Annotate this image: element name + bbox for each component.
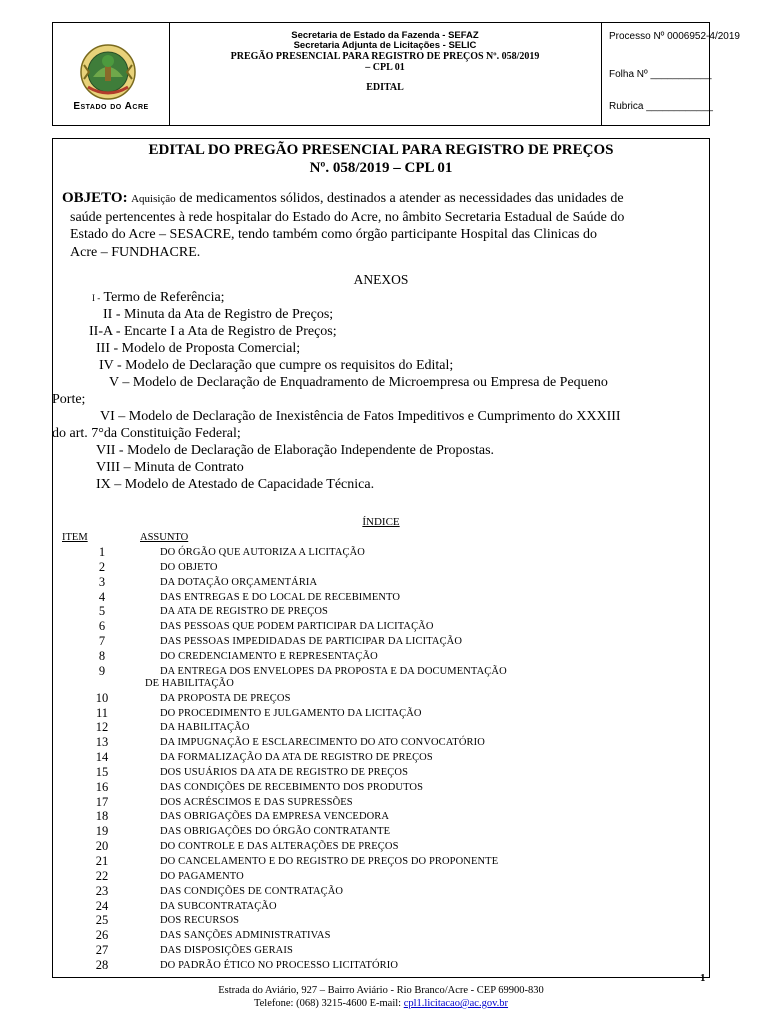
index-row-subject: DA ATA DE REGISTRO DE PREÇOS — [160, 606, 328, 618]
page-number: 1 — [700, 972, 706, 984]
edital-title-line1: EDITAL DO PREGÃO PRESENCIAL PARA REGISTRO DE PREÇOS — [148, 142, 614, 158]
index-row-number: 10 — [95, 690, 109, 705]
index-row-number: 14 — [95, 750, 109, 765]
anexo-i: I - Termo de Referência; — [92, 290, 225, 305]
header-process-cell — [601, 23, 740, 125]
index-row-number: 12 — [95, 720, 109, 735]
anexo-ix: IX – Modelo de Atestado de Capacidade Técnica. — [96, 477, 375, 492]
index-row-subject: DAS PESSOAS IMPEDIDADAS DE PARTICIPAR DA LICITAÇÃO — [160, 636, 463, 648]
index-row-number: 3 — [98, 574, 106, 589]
index-row-number: 24 — [95, 898, 109, 913]
index-row-subject: DO CONTROLE E DAS ALTERAÇÕES DE PREÇOS — [160, 841, 399, 853]
anexo-vi-cont: do art. 7°da Constituição Federal; — [52, 426, 241, 441]
index-row-subject: DA PROPOSTA DE PREÇOS — [160, 692, 291, 704]
assunto-column-header: ASSUNTO — [140, 532, 189, 543]
index-row-number: 5 — [98, 604, 106, 619]
index-row-subject: DO ÓRGÃO QUE AUTORIZA A LICITAÇÃO — [160, 547, 365, 558]
index-row-subject: DO CREDENCIAMENTO E REPRESENTAÇÃO — [160, 650, 378, 662]
objeto-paragraph — [62, 190, 692, 261]
index-row-number: 9 — [98, 663, 106, 678]
processo-number: Processo Nº 0006952-4/2019 — [609, 31, 740, 42]
index-row-number: 2 — [98, 559, 106, 574]
header-logo-cell — [53, 23, 170, 125]
index-row-subject: DAS OBRIGAÇÕES DO ÓRGÃO CONTRATANTE — [160, 826, 391, 838]
anexo-vii: VII - Modelo de Declaração de Elaboração Independente de Propostas. — [96, 443, 495, 458]
index-row-subject: DA FORMALIZAÇÃO DA ATA DE REGISTRO DE PREÇOS — [160, 752, 433, 764]
index-row-number: 19 — [95, 824, 109, 839]
index-row-subject-cont: DE HABILITAÇÃO — [145, 677, 234, 689]
index-row-subject: DO PAGAMENTO — [160, 870, 244, 882]
index-row-subject: DA DOTAÇÃO ORÇAMENTÁRIA — [160, 576, 318, 588]
index-row-subject: DA HABILITAÇÃO — [160, 722, 250, 734]
index-row-subject: DO OBJETO — [160, 561, 218, 573]
index-row-subject: DOS USUÁRIOS DA ATA DE REGISTRO DE PREÇOS — [160, 766, 409, 778]
header-title-cell — [169, 23, 602, 125]
index-row-number: 7 — [98, 634, 106, 649]
index-row-number: 15 — [95, 764, 109, 779]
index-row-subject: DA IMPUGNAÇÃO E ESCLARECIMENTO DO ATO CONVOCATÓRIO — [160, 737, 485, 749]
state-seal-icon — [79, 43, 137, 101]
index-row-subject: DAS ENTREGAS E DO LOCAL DE RECEBIMENTO — [160, 591, 401, 603]
objeto-small: Aquisição — [131, 193, 176, 205]
anexo-iv: IV - Modelo de Declaração que cumpre os requisitos do Edital; — [99, 358, 454, 373]
index-row-number: 6 — [98, 619, 106, 634]
index-row-subject: DAS CONDIÇÕES DE CONTRATAÇÃO — [160, 885, 344, 897]
state-name: Estado do Acre — [73, 101, 149, 112]
header-sefaz: Secretaria de Estado da Fazenda - SEFAZ — [291, 30, 479, 41]
footer-address: Estrada do Aviário, 927 – Bairro Aviário - Rio Branco/Acre - CEP 69900-830 — [218, 985, 544, 996]
index-row-number: 18 — [95, 809, 109, 824]
anexo-v-cont: Porte; — [52, 392, 86, 407]
objeto-line2: saúde pertencentes à rede hospitalar do Estado do Acre, no âmbito Secretaria Estadual de Saúde do — [70, 209, 625, 225]
document-header — [52, 22, 740, 126]
header-selic: Secretaria Adjunta de Licitações - SELIC — [293, 40, 477, 51]
objeto-label: OBJETO: — [62, 190, 128, 206]
header-edital: EDITAL — [366, 82, 404, 93]
footer-contact: Telefone: (068) 3215-4600 E-mail: cpl1.licitacao@ac.gov.br — [253, 998, 509, 1009]
index-row-number: 26 — [95, 928, 109, 943]
index-row-subject: DO PROCEDIMENTO E JULGAMENTO DA LICITAÇÃO — [160, 707, 422, 719]
anexos-title: ANEXOS — [353, 272, 409, 287]
index-row-number: 22 — [95, 868, 109, 883]
anexo-iii: III - Modelo de Proposta Comercial; — [96, 341, 301, 356]
index-row-subject: DAS SANÇÕES ADMINISTRATIVAS — [160, 930, 331, 942]
index-row-number: 21 — [95, 854, 109, 868]
index-row-number: 23 — [95, 883, 109, 898]
anexo-vi: VI – Modelo de Declaração de Inexistência de Fatos Impeditivos e Cumprimento do XXXIII — [100, 409, 621, 424]
index-row-number: 20 — [95, 839, 109, 854]
rubrica-field: Rubrica ____________ — [609, 101, 713, 112]
index-row-subject: DAS CONDIÇÕES DE RECEBIMENTO DOS PRODUTOS — [160, 781, 424, 793]
index-row-subject: DOS ACRÉSCIMOS E DAS SUPRESSÕES — [160, 796, 353, 808]
index-row-subject: DO PADRÃO ÉTICO NO PROCESSO LICITATÓRIO — [160, 959, 399, 971]
objeto-line4: Acre – FUNDHACRE. — [70, 244, 201, 260]
index-row-number: 28 — [95, 957, 109, 972]
item-column-header: ITEM — [62, 532, 88, 543]
index-row-number: 13 — [95, 735, 109, 750]
header-pregao-cont: – CPL 01 — [365, 62, 405, 73]
folha-field: Folha Nº ___________ — [609, 69, 712, 80]
index-row-number: 8 — [98, 648, 106, 663]
index-row-number: 25 — [95, 913, 109, 928]
anexo-ii: II - Minuta da Ata de Registro de Preços; — [103, 307, 334, 322]
index-row-subject: DA SUBCONTRATAÇÃO — [160, 900, 277, 912]
index-row-number: 17 — [95, 794, 109, 809]
index-row-number: 27 — [95, 943, 109, 958]
index-row-subject: DAS DISPOSIÇÕES GERAIS — [160, 945, 293, 957]
header-pregao: PREGÃO PRESENCIAL PARA REGISTRO DE PREÇOS Nº. 058/2019 — [230, 51, 540, 62]
footer-email-link[interactable]: cpl1.licitacao@ac.gov.br — [403, 998, 509, 1009]
index-row-subject: DO CANCELAMENTO E DO REGISTRO DE PREÇOS DO PROPONENTE — [160, 856, 499, 867]
indice-title: ÍNDICE — [362, 516, 400, 528]
edital-title-line2: Nº. 058/2019 – CPL 01 — [309, 160, 453, 176]
anexo-ii-a: II-A - Encarte I a Ata de Registro de Preços; — [89, 324, 337, 339]
index-row-number: 4 — [98, 589, 106, 604]
anexo-v: V – Modelo de Declaração de Enquadramento de Microempresa ou Empresa de Pequeno — [109, 375, 608, 390]
index-row-number: 1 — [98, 545, 106, 559]
objeto-line3: Estado do Acre – SESACRE, tendo também como órgão participante Hospital das Clinicas do — [70, 227, 597, 242]
index-row-subject: DA ENTREGA DOS ENVELOPES DA PROPOSTA E DA DOCUMENTAÇÃO — [160, 665, 507, 677]
anexo-viii: VIII – Minuta de Contrato — [96, 460, 244, 475]
index-row-subject: DAS PESSOAS QUE PODEM PARTICIPAR DA LICITAÇÃO — [160, 621, 434, 633]
index-row-number: 16 — [95, 779, 109, 794]
objeto-line1: de medicamentos sólidos, destinados a atender as necessidades das unidades de — [175, 191, 624, 206]
index-row-subject: DOS RECURSOS — [160, 915, 240, 927]
index-row-subject: DAS OBRIGAÇÕES DA EMPRESA VENCEDORA — [160, 811, 390, 823]
index-row-number: 11 — [95, 705, 109, 720]
